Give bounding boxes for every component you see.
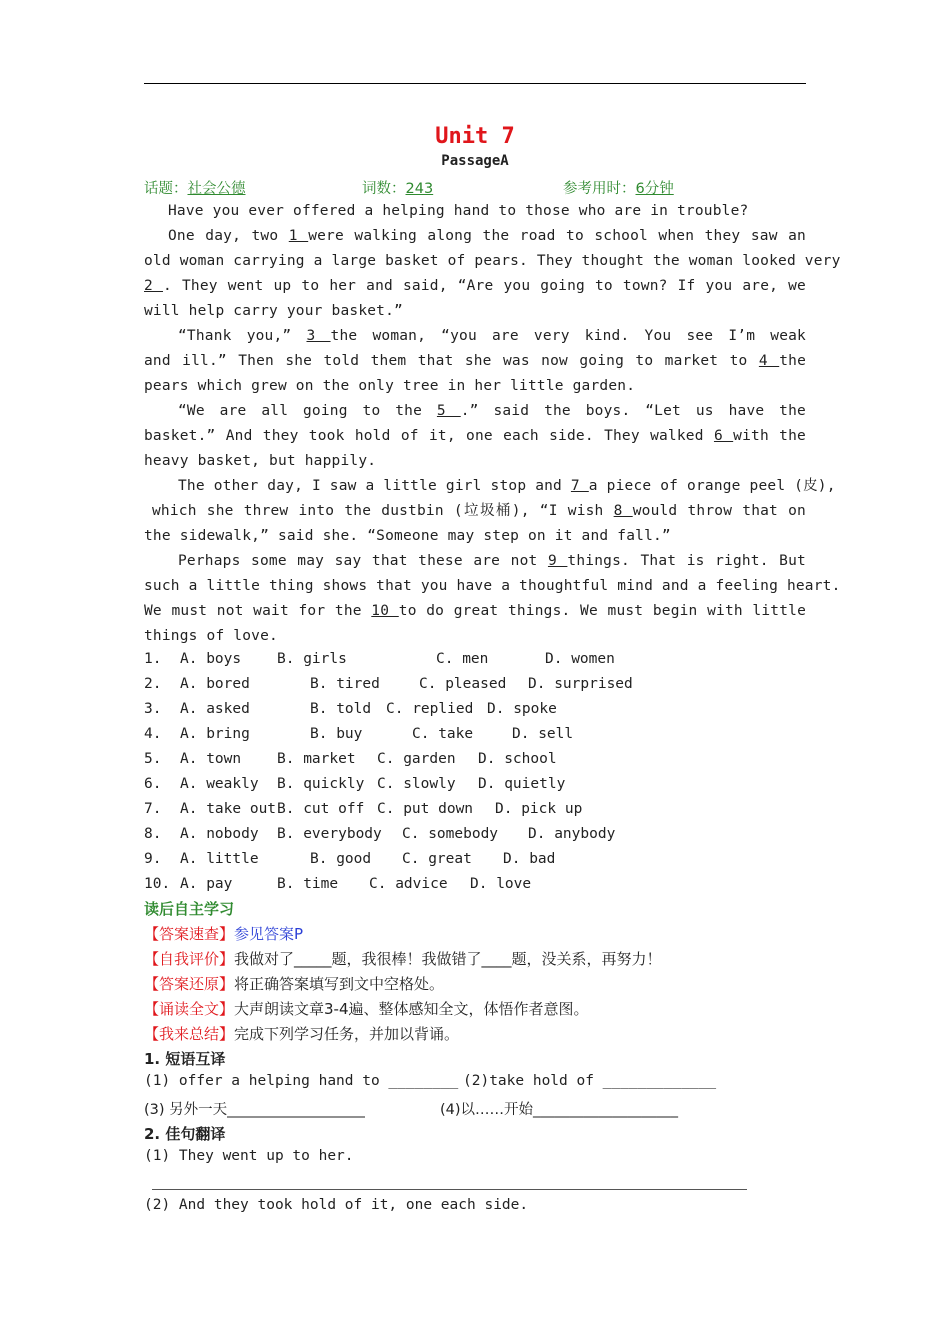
phrase-item-3[interactable]: (3) 另外一天___________________	[144, 1102, 365, 1118]
topic-value: 社会公德	[187, 181, 246, 197]
topic-meta	[144, 177, 246, 198]
passage-line: heavy basket, but happily.	[144, 453, 377, 469]
passage-line: will help carry your basket.”	[144, 303, 403, 319]
answer-link[interactable]: 参见答案P	[234, 925, 304, 943]
option-a[interactable]: A. nobody	[180, 826, 259, 842]
option-d[interactable]: D. school	[478, 751, 557, 767]
option-b[interactable]: B. everybody	[277, 826, 382, 842]
question-number: 7.	[144, 801, 162, 817]
option-a[interactable]: A. little	[180, 851, 259, 867]
sentence-translation-heading: 2. 佳句翻译	[144, 1125, 226, 1143]
study-heading: 读后自主学习	[144, 900, 235, 918]
blank-5[interactable]: 5	[436, 403, 461, 419]
blank-6[interactable]: 6	[713, 428, 734, 444]
word-count-value: 243	[405, 181, 434, 197]
passage-line: Perhaps some may say that these are not 9 things. That is right. But	[178, 553, 806, 569]
answer-lookup-item	[144, 923, 303, 944]
option-b[interactable]: B. cut off	[277, 801, 365, 817]
option-b[interactable]: B. time	[277, 876, 339, 892]
option-b[interactable]: B. quickly	[277, 776, 365, 792]
passage-line: the sidewalk,” said she. “Someone may step on it and fall.”	[144, 528, 671, 544]
option-c[interactable]: C. advice	[369, 876, 448, 892]
option-a[interactable]: A. asked	[180, 701, 250, 717]
time-label: 参考用时：	[563, 181, 636, 197]
passage-line: old woman carrying a large basket of pears. They thought the woman looked very	[144, 253, 841, 269]
option-c[interactable]: C. great	[402, 851, 472, 867]
sentence-item-1: (1) They went up to her.	[144, 1148, 354, 1164]
option-b[interactable]: B. tired	[310, 676, 380, 692]
question-number: 8.	[144, 826, 162, 842]
option-d[interactable]: D. anybody	[528, 826, 616, 842]
blank-9[interactable]: 9	[547, 553, 568, 569]
item-tag: 【自我评价】	[144, 950, 235, 968]
question-number: 9.	[144, 851, 162, 867]
option-a[interactable]: A. take out	[180, 801, 277, 817]
passage-line: pears which grew on the only tree in her little garden.	[144, 378, 636, 394]
option-b[interactable]: B. girls	[277, 651, 347, 667]
option-d[interactable]: D. surprised	[528, 676, 633, 692]
summary-item: 【我来总结】完成下列学习任务，并加以背诵。	[144, 1025, 460, 1043]
item-tag: 【答案速查】	[144, 925, 235, 943]
item-tag: 【诵读全文】	[144, 1000, 235, 1018]
read-aloud-item: 【诵读全文】大声朗读文章3-4遍、整体感知全文，体悟作者意图。	[144, 1000, 589, 1018]
passage-title: PassageA	[441, 153, 509, 169]
question-number: 2.	[144, 676, 162, 692]
option-c[interactable]: C. pleased	[419, 676, 507, 692]
option-a[interactable]: A. town	[180, 751, 242, 767]
answer-restore-item: 【答案还原】将正确答案填写到文中空格处。	[144, 975, 445, 993]
item-tag: 【我来总结】	[144, 1025, 235, 1043]
option-d[interactable]: D. women	[545, 651, 615, 667]
question-number: 4.	[144, 726, 162, 742]
passage-line: which she threw into the dustbin (垃圾桶), “I wish 8 would throw that on	[152, 503, 806, 519]
option-c[interactable]: C. put down	[377, 801, 474, 817]
time-meta	[563, 177, 674, 198]
self-evaluation-item: 【自我评价】我做对了_____题，我很棒！我做错了____题，没关系，再努力！	[144, 950, 662, 968]
answer-line[interactable]	[152, 1189, 747, 1190]
passage-line: One day, two 1 were walking along the road to school when they saw an	[168, 228, 806, 244]
option-a[interactable]: A. boys	[180, 651, 242, 667]
option-d[interactable]: D. love	[470, 876, 532, 892]
passage-line: “Thank you,” 3 the woman, “you are very kind. You see I’m weak	[178, 328, 806, 344]
blank-4[interactable]: 4	[758, 353, 780, 369]
option-b[interactable]: B. buy	[310, 726, 363, 742]
option-d[interactable]: D. sell	[512, 726, 574, 742]
item-tag: 【答案还原】	[144, 975, 235, 993]
phrase-item-1[interactable]: (1) offer a helping hand to ________	[144, 1073, 459, 1089]
phrase-translation-heading: 1. 短语互译	[144, 1050, 226, 1068]
header-rule	[144, 83, 806, 84]
topic-label: 话题：	[144, 181, 188, 197]
option-d[interactable]: D. spoke	[487, 701, 557, 717]
option-a[interactable]: A. bring	[180, 726, 250, 742]
unit-title: Unit 7	[435, 124, 515, 149]
phrase-item-2[interactable]: (2)take hold of _____________	[463, 1073, 717, 1089]
question-number: 1.	[144, 651, 162, 667]
passage-line: 2 . They went up to her and said, “Are you going to town? If you are, we	[144, 278, 806, 294]
option-c[interactable]: C. men	[436, 651, 489, 667]
passage-line: basket.” And they took hold of it, one each side. They walked 6 with the	[144, 428, 806, 444]
option-b[interactable]: B. good	[310, 851, 372, 867]
question-number: 5.	[144, 751, 162, 767]
passage-line: “We are all going to the 5 .” said the boys. “Let us have the	[178, 403, 806, 419]
option-a[interactable]: A. bored	[180, 676, 250, 692]
word-count-meta	[362, 177, 433, 198]
blank-3[interactable]: 3	[306, 328, 331, 344]
time-value: 6分钟	[635, 181, 674, 197]
option-c[interactable]: C. replied	[386, 701, 474, 717]
option-b[interactable]: B. told	[310, 701, 372, 717]
passage-line: things of love.	[144, 628, 278, 644]
passage-line: such a little thing shows that you have a thoughtful mind and a feeling heart.	[144, 578, 841, 594]
blank-1[interactable]: 1	[288, 228, 309, 244]
phrase-item-4[interactable]: (4)以……开始____________________	[440, 1102, 679, 1118]
blank-2[interactable]: 2	[144, 278, 163, 294]
passage-line: We must not wait for the 10 to do great things. We must begin with little	[144, 603, 806, 619]
question-number: 10.	[144, 876, 171, 892]
question-number: 6.	[144, 776, 162, 792]
option-c[interactable]: C. slowly	[377, 776, 456, 792]
passage-line: Have you ever offered a helping hand to those who are in trouble?	[168, 203, 749, 219]
option-b[interactable]: B. market	[277, 751, 356, 767]
option-d[interactable]: D. bad	[503, 851, 556, 867]
option-a[interactable]: A. weakly	[180, 776, 259, 792]
word-count-label: 词数：	[362, 181, 406, 197]
passage-line: and ill.” Then she told them that she was now going to market to 4 the	[144, 353, 806, 369]
option-c[interactable]: C. somebody	[402, 826, 499, 842]
blank-8[interactable]: 8	[613, 503, 633, 519]
option-d[interactable]: D. quietly	[478, 776, 566, 792]
sentence-item-2: (2) And they took hold of it, one each side.	[144, 1197, 529, 1213]
blank-10[interactable]: 10	[371, 603, 399, 619]
question-number: 3.	[144, 701, 162, 717]
passage-line: The other day, I saw a little girl stop and 7 a piece of orange peel (皮),	[178, 478, 836, 494]
blank-7[interactable]: 7	[570, 478, 589, 494]
option-d[interactable]: D. pick up	[495, 801, 583, 817]
option-a[interactable]: A. pay	[180, 876, 233, 892]
option-c[interactable]: C. take	[412, 726, 474, 742]
option-c[interactable]: C. garden	[377, 751, 456, 767]
